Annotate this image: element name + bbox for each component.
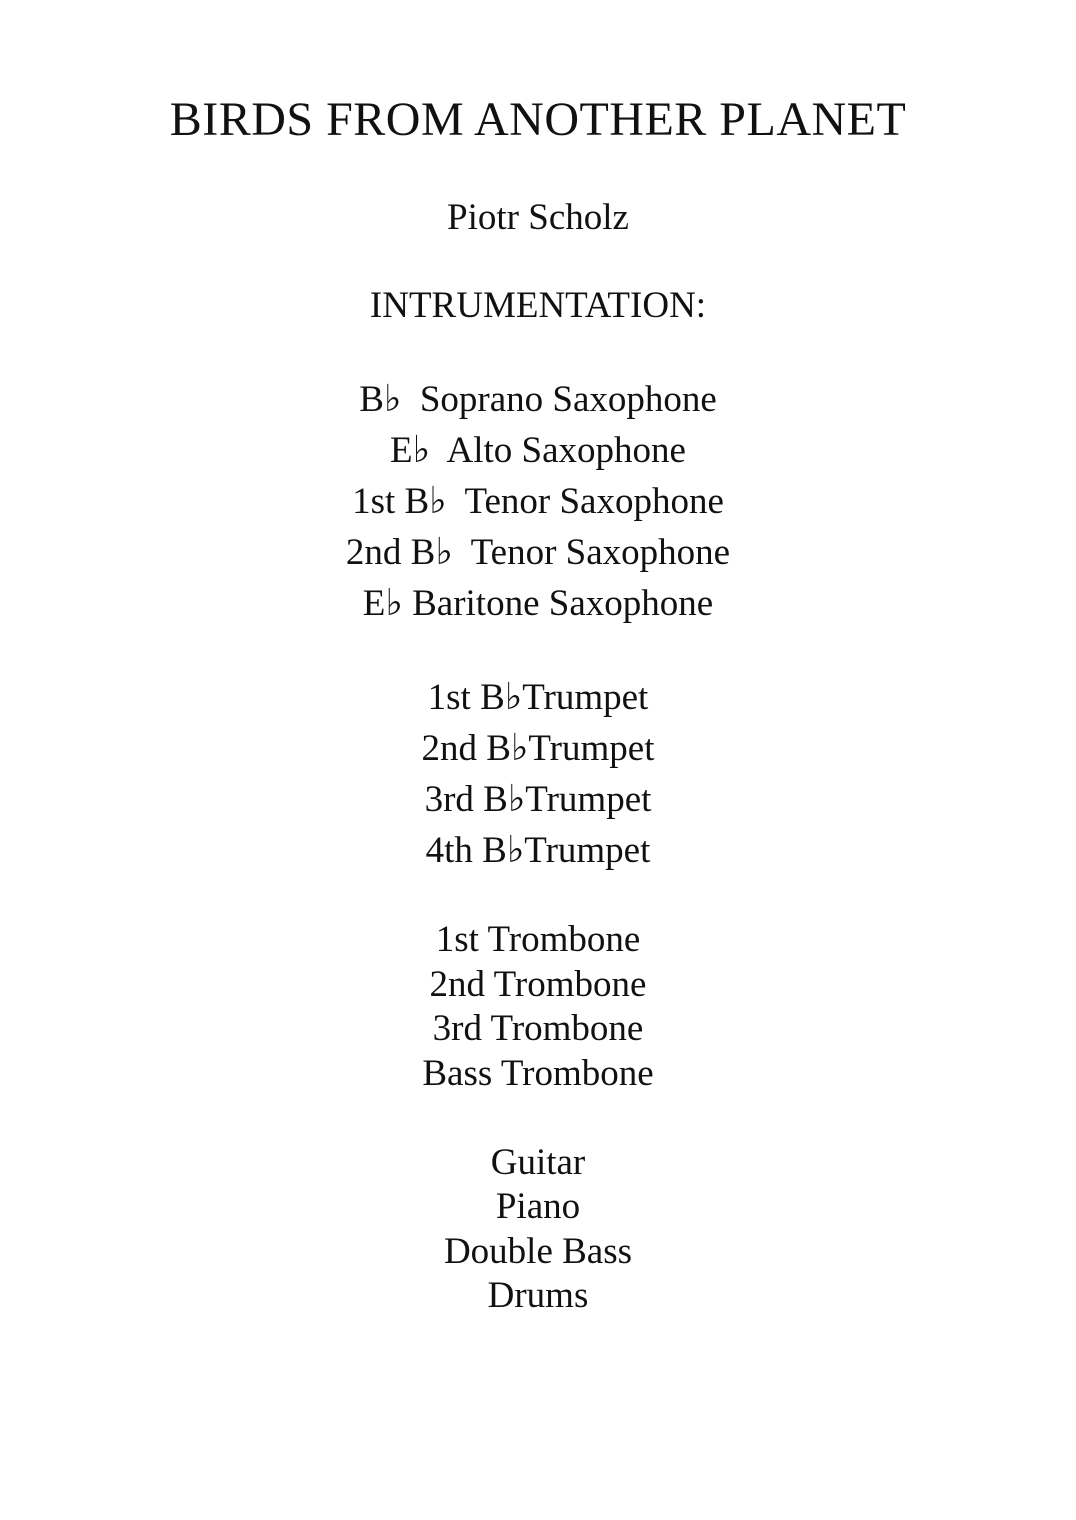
instrument-trumpet-2: 2nd B♭Trumpet	[421, 728, 655, 769]
instrument-trumpet-3: 3rd B♭Trumpet	[424, 779, 652, 820]
instrument-tenor-saxophone-2: 2nd B♭ Tenor Saxophone	[345, 532, 731, 573]
instrument-trumpet-1: 1st B♭Trumpet	[427, 677, 649, 718]
instrument-trombone-2: 2nd Trombone	[429, 964, 647, 1005]
instrument-trombone-3: 3rd Trombone	[432, 1008, 644, 1049]
instrument-drums: Drums	[487, 1275, 589, 1316]
piece-title: BIRDS FROM ANOTHER PLANET	[169, 93, 907, 146]
composer-name: Piotr Scholz	[447, 197, 629, 238]
instrumentation-heading: INTRUMENTATION:	[369, 285, 707, 326]
instrument-tenor-saxophone-1: 1st B♭ Tenor Saxophone	[352, 481, 724, 522]
instrument-bass-trombone: Bass Trombone	[422, 1053, 654, 1094]
instrument-baritone-saxophone: E♭ Baritone Saxophone	[362, 583, 714, 624]
instrument-trumpet-4: 4th B♭Trumpet	[425, 830, 651, 871]
instrument-piano: Piano	[495, 1186, 581, 1227]
instrument-double-bass: Double Bass	[443, 1231, 633, 1272]
instrument-trombone-1: 1st Trombone	[435, 919, 641, 960]
instrument-guitar: Guitar	[490, 1142, 586, 1183]
instrument-alto-saxophone: E♭ Alto Saxophone	[390, 430, 686, 471]
instrument-soprano-saxophone: B♭ Soprano Saxophone	[359, 379, 717, 420]
